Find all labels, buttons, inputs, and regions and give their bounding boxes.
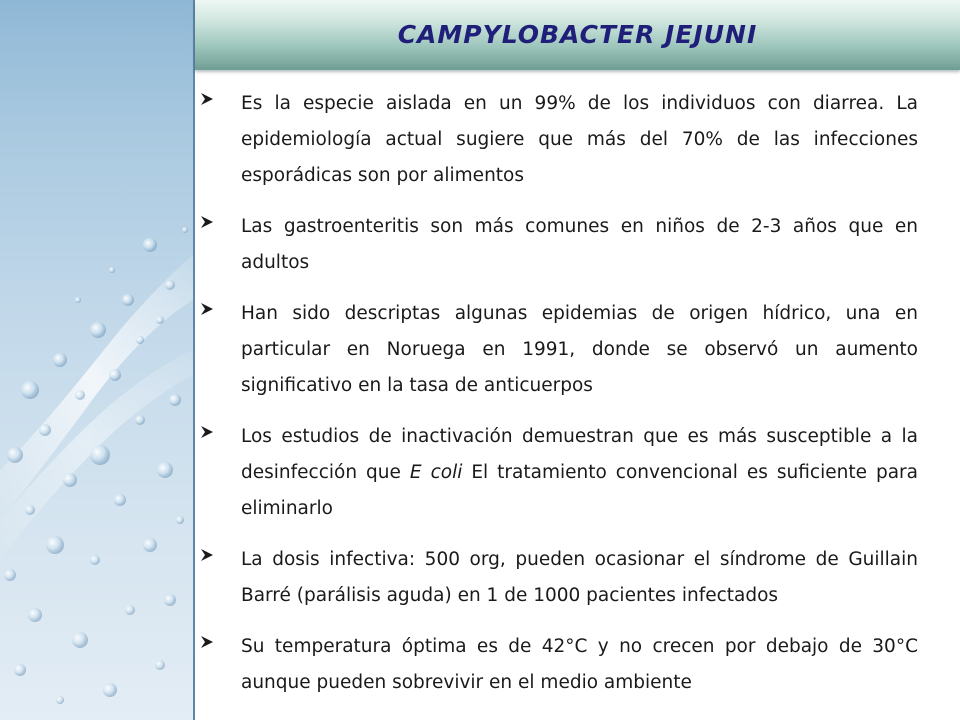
side-divider — [193, 0, 195, 720]
bullet-list — [200, 86, 918, 701]
arrowhead-bullet-icon — [200, 635, 214, 649]
bullet-item — [200, 296, 918, 404]
arrowhead-bullet-icon — [200, 302, 214, 316]
arrowhead-bullet-icon — [200, 425, 214, 439]
title-bar — [195, 0, 960, 70]
bullet-item — [200, 629, 918, 701]
bullet-text-part: Los estudios de inactivación demuestran que es más susceptible a la desinfección que — [241, 426, 918, 483]
arrowhead-bullet-icon — [200, 548, 214, 562]
bullet-text: Su temperatura óptima es de 42°C y no crecen por debajo de 30°C aunque pueden sobrevivir en el medio ambiente — [241, 636, 918, 693]
slide-title: CAMPYLOBACTER JEJUNI — [397, 20, 758, 49]
bullet-item — [200, 542, 918, 614]
bullet-item — [200, 419, 918, 527]
arrowhead-bullet-icon — [200, 92, 214, 106]
bullet-item — [200, 209, 918, 281]
water-splash-image — [0, 0, 193, 720]
bullet-text-part: El tratamiento convencional es suficiente para eliminarlo — [241, 462, 918, 519]
organism-name: E coli — [409, 462, 463, 483]
bullet-text: Es la especie aislada en un 99% de los individuos con diarrea. La epidemiología actual sugiere que más del 70% de las infecciones esporádicas son por alimentos — [241, 93, 918, 186]
bullet-item — [200, 86, 918, 194]
arrowhead-bullet-icon — [200, 215, 214, 229]
bullet-text: Las gastroenteritis son más comunes en niños de 2-3 años que en adultos — [241, 216, 918, 273]
bullet-text: Han sido descriptas algunas epidemias de origen hídrico, una en particular en Noruega en 1991, donde se observó un aumento significativo en la tasa de anticuerpos — [241, 303, 918, 396]
bullet-text — [241, 426, 918, 519]
bullet-text: La dosis infectiva: 500 org, pueden ocasionar el síndrome de Guillain Barré (parálisis aguda) en 1 de 1000 pacientes infectados — [241, 549, 918, 606]
slide-content — [200, 86, 918, 716]
